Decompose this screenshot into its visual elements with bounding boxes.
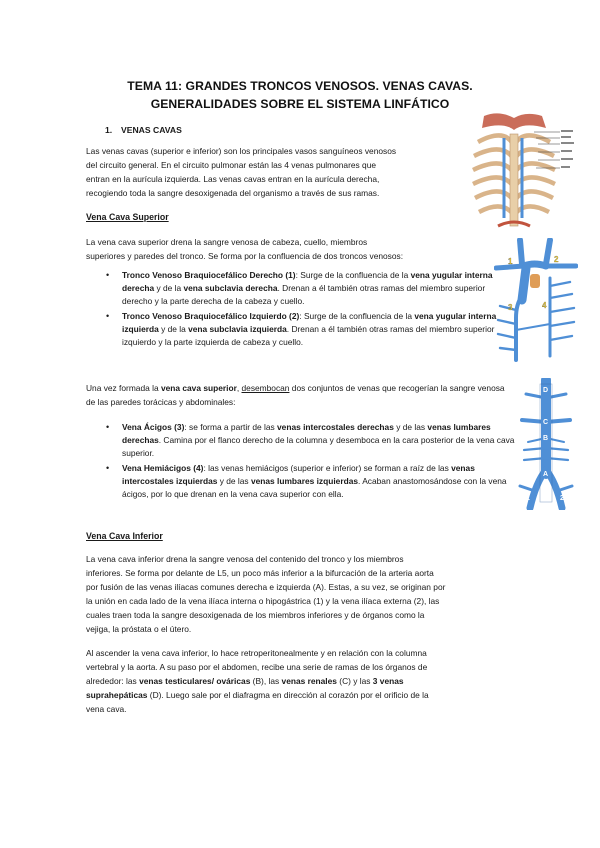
intro-line: Las venas cavas (superior e inferior) son los principales vasos sanguíneos venosos <box>86 146 397 156</box>
bullet-text: . Drenan a él también otras ramas del miembro superior izquierdo y la parte izquierda de cabeza y cuello. <box>122 324 495 347</box>
once-formed-paragraph <box>86 381 516 409</box>
text: , <box>236 383 242 393</box>
figure-label: 4 <box>542 301 547 310</box>
bullet-text: . Drenan a él también otras ramas del miembro superior derecho y la parte derecha de la cabeza y cuello. <box>122 283 486 306</box>
figure-label: 3 <box>508 303 513 312</box>
subheading-vena-cava-superior: Vena Cava Superior <box>86 212 169 222</box>
text: (B), las <box>250 676 282 686</box>
text: dos conjuntos de venas que recogerían la sangre venosa de las paredes torácicas y abdominales: <box>86 383 505 407</box>
figure-label: A <box>543 471 549 478</box>
figure-label: 2 <box>560 495 564 502</box>
intro-line: recogiendo toda la sangre desoxigenada del organismo a través de sus ramas. <box>86 188 380 198</box>
bullet-text: y de la <box>154 283 184 293</box>
bullet-bold: venas intercostales izquierdas <box>122 463 475 486</box>
inferior-line: Al ascender la vena cava inferior, lo hace retroperitonealmente y en relación con la columna <box>86 648 427 658</box>
underlined-text: desembocan <box>241 383 290 393</box>
inferior-vena-cava-figure <box>518 378 574 510</box>
bullet-bold: vena subclavia izquierda <box>188 324 287 334</box>
bullet-text: . Camina por el flanco derecho de la columna y desemboca en la cara posterior de la vena cava superior. <box>122 435 515 458</box>
figure-label: 1 <box>508 257 513 266</box>
text: Una vez formada la <box>86 383 161 393</box>
bullet-bold: vena subclavia derecha <box>183 283 278 293</box>
inferior-line: inferiores. Se forma por delante de L5, un poco más inferior a la bifurcación de la arteria aorta <box>86 568 434 578</box>
section-heading-venas-cavas <box>105 125 182 135</box>
inferior-line: La vena cava inferior drena la sangre venosa del contenido del tronco y los miembros <box>86 554 404 564</box>
bullet-icon: • <box>106 422 110 432</box>
section-label: VENAS CAVAS <box>121 125 182 135</box>
superior-intro-paragraph <box>86 235 506 263</box>
bold-text: 3 venas <box>372 676 404 686</box>
inferior-paragraph-2 <box>86 646 526 716</box>
text: alrededor: las <box>86 676 140 686</box>
inferior-line <box>86 674 526 688</box>
bullet-text: : las venas hemiácigos (superior e inferior) se forman a raíz de las <box>203 463 452 473</box>
inferior-line: vejiga, la próstata o el útero. <box>86 624 192 634</box>
figure-label: B <box>543 435 549 442</box>
bullet-head: Tronco Venoso Braquiocefálico Izquierdo (2) <box>122 311 300 321</box>
bullet-text: y de la <box>158 324 189 334</box>
bullet-icon: • <box>106 270 110 280</box>
figure-label: D <box>543 387 549 394</box>
inferior-line: vena cava. <box>86 704 127 714</box>
intro-line: entran en la aurícula izquierda. Las venas cavas entran en la aurícula derecha, <box>86 174 380 184</box>
superior-vena-cava-figure <box>494 238 578 362</box>
bullet-text: : Surge de la confluencia de la <box>299 311 415 321</box>
bold-text: venas renales <box>281 676 337 686</box>
list-item <box>106 462 517 501</box>
page-title-line-1: TEMA 11: GRANDES TRONCOS VENOSOS. VENAS CAVAS. <box>127 79 473 93</box>
bullet-icon: • <box>106 463 110 473</box>
thorax-anatomy-figure <box>464 108 576 234</box>
bold-text: venas testiculares/ ováricas <box>139 676 251 686</box>
bold-text: suprahepáticas <box>86 690 148 700</box>
bullet-bold: vena yugular interna izquierda <box>122 311 497 334</box>
inferior-line <box>86 688 526 702</box>
page-title-line-2: GENERALIDADES SOBRE EL SISTEMA LINFÁTICO <box>150 97 450 111</box>
bullet-text: : Surge de la confluencia de la <box>295 270 411 280</box>
text: (C) y las <box>336 676 373 686</box>
inferior-line: vertebral y la aorta. A su paso por el abdomen, recibe una serie de ramas de los órganos de <box>86 662 428 672</box>
list-item <box>106 421 517 460</box>
figure-label: 1 <box>526 495 530 502</box>
bullet-bold: venas intercostales derechas <box>277 422 394 432</box>
bullet-text: . Acaban anastomosándose con la vena ácigos, por lo que drenan en la vena cava superior con ella. <box>122 476 507 499</box>
inferior-line: cuales traen toda la sangre desoxigenada de los miembros inferiores y de órganos como la <box>86 610 425 620</box>
inferior-line: la unión en cada lado de la vena ilíaca interna o hipogástrica (1) y la vena ilíaca externa (2), las <box>86 596 440 606</box>
bullet-text: y de las <box>393 422 428 432</box>
figure-label: C <box>543 419 549 426</box>
bullet-head: Vena Hemiácigos (4) <box>122 463 204 473</box>
bullet-text: y de las <box>217 476 251 486</box>
bullet-head: Vena Ácigos (3) <box>122 422 185 432</box>
superior-intro-line: superiores y paredes del tronco. Se forma por la confluencia de dos troncos venosos: <box>86 251 404 261</box>
list-item <box>106 269 510 308</box>
superior-intro-line: La vena cava superior drena la sangre venosa de cabeza, cuello, miembros <box>86 237 368 247</box>
section-number: 1. <box>105 125 113 135</box>
intro-paragraph <box>86 144 466 200</box>
inferior-paragraph-1 <box>86 552 526 636</box>
bullet-list-braquiocefalicos <box>106 269 510 349</box>
bullet-icon: • <box>106 311 110 321</box>
bold-text: vena cava superior <box>160 383 237 393</box>
intro-line: del circuito general. En el circuito pulmonar están las 4 venas pulmonares que <box>86 160 377 170</box>
bullet-bold: vena yugular interna derecha <box>122 270 493 293</box>
text: (D). Luego sale por el diafragma en dirección al corazón por el orificio de la <box>147 690 429 700</box>
bullet-bold: venas lumbares izquierdas <box>250 476 359 486</box>
list-item <box>106 310 510 349</box>
subheading-vena-cava-inferior: Vena Cava Inferior <box>86 531 163 541</box>
bullet-head: Tronco Venoso Braquiocefálico Derecho (1) <box>122 270 296 280</box>
bullet-text: : se forma a partir de las <box>184 422 278 432</box>
inferior-line: por fusión de las venas ilíacas comunes derecha e izquierda (A). Estas, a su vez, se originan por <box>86 582 446 592</box>
bullet-bold: venas lumbares derechas <box>122 422 491 445</box>
bullet-list-acigos <box>106 421 517 501</box>
figure-label: 2 <box>554 255 559 264</box>
